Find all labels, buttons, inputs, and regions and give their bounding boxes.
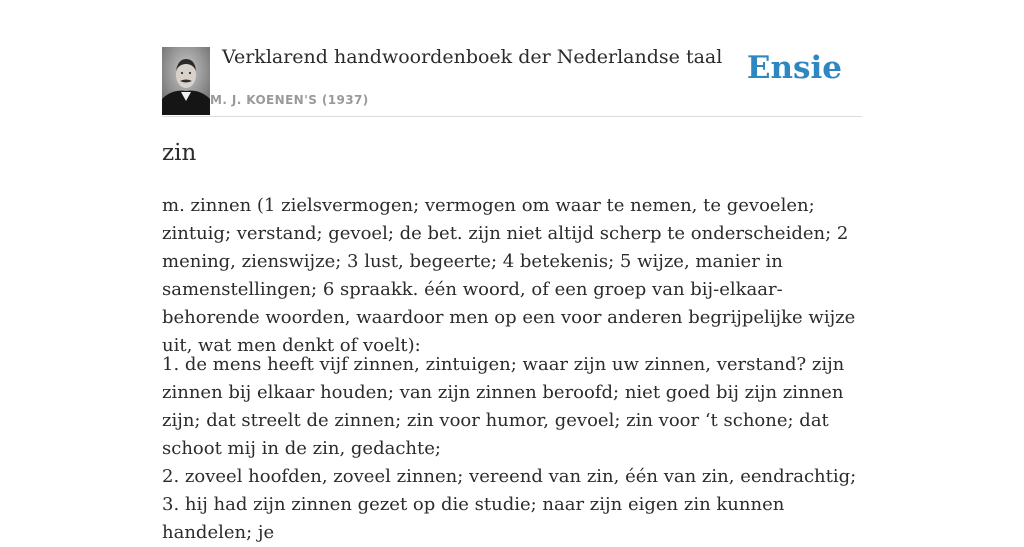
portrait-image bbox=[162, 47, 210, 115]
example-2: 2. zoveel hoofden, zoveel zinnen; vereend van zin, één van zin, eendrachtig; bbox=[162, 466, 857, 487]
book-title[interactable]: Verklarend handwoordenboek der Nederlandse taal bbox=[222, 46, 723, 68]
site-header bbox=[162, 0, 862, 117]
example-3: 3. hij had zijn zinnen gezet op die studie; naar zijn eigen zin kunnen handelen; je bbox=[162, 494, 785, 543]
author-portrait bbox=[162, 47, 210, 115]
entry-examples bbox=[162, 351, 862, 547]
content-column bbox=[162, 0, 862, 543]
brand-logo[interactable]: Ensie bbox=[746, 50, 842, 86]
example-1: 1. de mens heeft vijf zinnen, zintuigen; waar zijn uw zinnen, verstand? zijn zinnen bij elkaar houden; van zijn zinnen beroofd; niet goed bij zijn zinnen zijn; dat streelt de zinnen; zin voor humor, gevoel; zin voor ‘t schone; dat schoot mij in de zin, gedachte; bbox=[162, 354, 845, 459]
entry-definition: m. zinnen (1 zielsvermogen; vermogen om waar te nemen, te gevoelen; zintuig; verstand; gevoel; de bet. zijn niet altijd scherp te onderscheiden; 2 mening, zienswijze; 3 lust, begeerte; 4 betekenis; 5 wijze, manier in samenstellingen; 6 spraakk. één woord, of een groep van bij-elkaar-behorende woorden, waardoor men op een voor anderen begrijpelijke wijze uit, wat men denkt of voelt): bbox=[162, 195, 856, 356]
book-author: M. J. KOENEN'S (1937) bbox=[210, 93, 369, 107]
entry-headword: zin bbox=[162, 140, 197, 166]
